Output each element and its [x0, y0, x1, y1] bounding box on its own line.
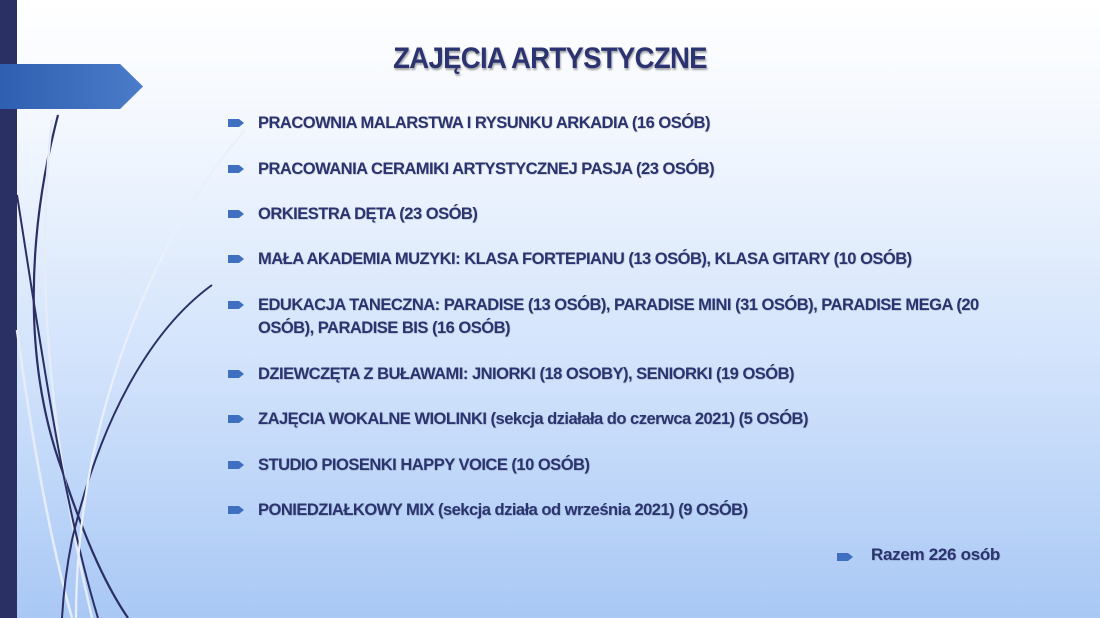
- total-summary: [837, 545, 1000, 565]
- arrow-bullet-icon: [228, 254, 245, 264]
- list-item-text: PONIEDZIAŁKOWY MIX (sekcja działa od września 2021) (9 OSÓB): [258, 501, 748, 519]
- list-item: [228, 363, 988, 386]
- list-item: [228, 454, 988, 477]
- arrow-bullet-icon: [228, 164, 245, 174]
- arrow-bullet-icon: [837, 552, 854, 562]
- list-item-text: ORKIESTRA DĘTA (23 OSÓB): [258, 205, 478, 223]
- list-item: [228, 203, 988, 226]
- list-item: [228, 499, 988, 522]
- total-text: Razem 226 osób: [871, 545, 1001, 564]
- list-item-text: ZAJĘCIA WOKALNE WIOLINKI (sekcja działała do czerwca 2021) (5 OSÓB): [258, 410, 808, 428]
- list-item-text: EDUKACJA TANECZNA: PARADISE (13 OSÓB), PARADISE MINI (31 OSÓB), PARADISE MEGA (20 OSÓB), PARADISE BIS (16 OSÓB): [258, 296, 979, 337]
- arrow-bullet-icon: [228, 369, 245, 379]
- list-item-text: DZIEWCZĘTA Z BUŁAWAMI: JNIORKI (18 OSOBY), SENIORKI (19 OSÓB): [258, 365, 795, 383]
- arrow-bullet-icon: [228, 505, 245, 515]
- list-item: [228, 248, 988, 271]
- swoosh-decoration: [0, 0, 260, 618]
- list-item-text: STUDIO PIOSENKI HAPPY VOICE (10 OSÓB): [258, 456, 590, 474]
- slide-title: ZAJĘCIA ARTYSTYCZNE: [393, 42, 707, 75]
- list-item: [228, 158, 988, 181]
- list-item: [228, 408, 988, 431]
- arrow-bullet-icon: [228, 209, 245, 219]
- list-item: [228, 294, 988, 340]
- list-item: [228, 112, 988, 135]
- arrow-bullet-icon: [228, 414, 245, 424]
- list-item-text: PRACOWANIA CERAMIKI ARTYSTYCZNEJ PASJA (23 OSÓB): [258, 160, 715, 178]
- arrow-bullet-icon: [228, 118, 245, 128]
- arrow-bullet-icon: [228, 300, 245, 310]
- list-item-text: PRACOWNIA MALARSTWA I RYSUNKU ARKADIA (16 OSÓB): [258, 114, 710, 132]
- arrow-bullet-icon: [228, 460, 245, 470]
- list-item-text: MAŁA AKADEMIA MUZYKI: KLASA FORTEPIANU (13 OSÓB), KLASA GITARY (10 OSÓB): [258, 250, 912, 268]
